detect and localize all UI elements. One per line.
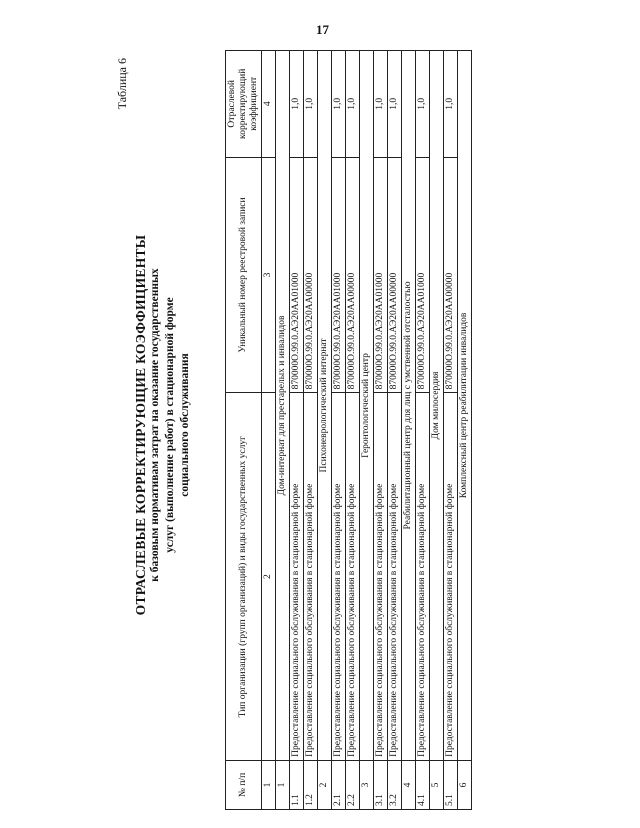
heading-line-3: услуг (выполнение работ) в стационарной форме bbox=[164, 297, 176, 553]
table-row bbox=[290, 51, 304, 810]
col-index: 2 bbox=[262, 393, 276, 761]
registry-number: 870000О.99.0.АЭ20АА01000 bbox=[374, 157, 388, 393]
section-row bbox=[402, 51, 416, 810]
row-number: 1.1 bbox=[290, 760, 304, 809]
registry-number: 870000О.99.0.АЭ20АА00000 bbox=[388, 157, 402, 393]
row-number: 3.2 bbox=[388, 760, 402, 809]
coefficient-value: 1,0 bbox=[346, 51, 360, 158]
col-header-coef: Отраслевой корректирующий коэффициент bbox=[226, 51, 262, 158]
registry-number: 870000О.99.0.АЭ20АА01000 bbox=[290, 157, 304, 393]
row-number: 2.1 bbox=[332, 760, 346, 809]
registry-number: 870000О.99.0.АЭ20АА01000 bbox=[416, 157, 430, 393]
section-row bbox=[276, 51, 290, 810]
service-type: Предоставление социального обслуживания в стационарной форме bbox=[388, 393, 402, 761]
section-title: Комплексный центр реабилитации инвалидов bbox=[458, 51, 472, 761]
table-row bbox=[346, 51, 360, 810]
section-title: Дом-интернат для престарелых и инвалидов bbox=[276, 51, 290, 761]
registry-number: 870000О.99.0.АЭ20АА00000 bbox=[346, 157, 360, 393]
row-number: 1.2 bbox=[304, 760, 318, 809]
table-row bbox=[374, 51, 388, 810]
col-header-registry: Уникальный номер реестровой записи bbox=[226, 157, 262, 393]
coefficients-table bbox=[225, 50, 472, 810]
row-number: 6 bbox=[458, 760, 472, 809]
coefficient-value: 1,0 bbox=[374, 51, 388, 158]
table-row bbox=[304, 51, 318, 810]
rotated-page-content bbox=[115, 50, 600, 810]
service-type: Предоставление социального обслуживания в стационарной форме bbox=[332, 393, 346, 761]
row-number: 4.1 bbox=[416, 760, 430, 809]
col-index: 4 bbox=[262, 51, 276, 158]
section-row bbox=[318, 51, 332, 810]
registry-number: 870000О.99.0.АЭ20АА00000 bbox=[304, 157, 318, 393]
table-header-row bbox=[226, 51, 262, 810]
col-header-type: Тип организации (групп организаций) и виды государственных услуг bbox=[226, 393, 262, 761]
page-number: 17 bbox=[316, 22, 329, 37]
coefficient-value: 1,0 bbox=[304, 51, 318, 158]
heading-line-4: социального обслуживания bbox=[179, 353, 191, 497]
section-title: Психоневрологический интернат bbox=[318, 51, 332, 761]
service-type: Предоставление социального обслуживания в стационарной форме bbox=[416, 393, 430, 761]
table-body bbox=[276, 51, 472, 810]
service-type: Предоставление социального обслуживания в стационарной форме bbox=[304, 393, 318, 761]
heading-line-2: к базовым нормативам затрат на оказание государственных bbox=[149, 268, 161, 582]
table-row bbox=[388, 51, 402, 810]
row-number: 5.1 bbox=[444, 760, 458, 809]
table-row bbox=[416, 51, 430, 810]
service-type: Предоставление социального обслуживания в стационарной форме bbox=[290, 393, 304, 761]
registry-number: 870000О.99.0.АЭ20АА01000 bbox=[332, 157, 346, 393]
section-title: Реабилитационный центр для лиц с умственной отсталостью bbox=[402, 51, 416, 761]
row-number: 5 bbox=[430, 760, 444, 809]
coefficient-value: 1,0 bbox=[290, 51, 304, 158]
coefficient-value: 1,0 bbox=[416, 51, 430, 158]
heading-title: ОТРАСЛЕВЫЕ КОРРЕКТИРУЮЩИЕ КОЭФФИЦИЕНТЫ bbox=[133, 234, 148, 616]
service-type: Предоставление социального обслуживания в стационарной форме bbox=[374, 393, 388, 761]
row-number: 2 bbox=[318, 760, 332, 809]
table-row bbox=[444, 51, 458, 810]
row-number: 4 bbox=[402, 760, 416, 809]
service-type: Предоставление социального обслуживания в стационарной форме bbox=[444, 393, 458, 761]
col-index: 1 bbox=[262, 760, 276, 809]
service-type: Предоставление социального обслуживания в стационарной форме bbox=[346, 393, 360, 761]
section-title: Дом милосердия bbox=[430, 51, 444, 761]
section-title: Геронтологический центр bbox=[360, 51, 374, 761]
table-row bbox=[332, 51, 346, 810]
row-number: 2.2 bbox=[346, 760, 360, 809]
row-number: 3 bbox=[360, 760, 374, 809]
column-index-row bbox=[262, 51, 276, 810]
document-heading bbox=[133, 210, 193, 640]
registry-number: 870000О.99.0.АЭ20АА00000 bbox=[444, 157, 458, 393]
section-row bbox=[360, 51, 374, 810]
col-header-num: № п/п bbox=[226, 760, 262, 809]
coefficient-value: 1,0 bbox=[388, 51, 402, 158]
coefficient-value: 1,0 bbox=[444, 51, 458, 158]
col-index: 3 bbox=[262, 157, 276, 393]
row-number: 1 bbox=[276, 760, 290, 809]
coefficient-value: 1,0 bbox=[332, 51, 346, 158]
table-label: Таблица 6 bbox=[115, 58, 129, 110]
section-row bbox=[430, 51, 444, 810]
row-number: 3.1 bbox=[374, 760, 388, 809]
section-row bbox=[458, 51, 472, 810]
